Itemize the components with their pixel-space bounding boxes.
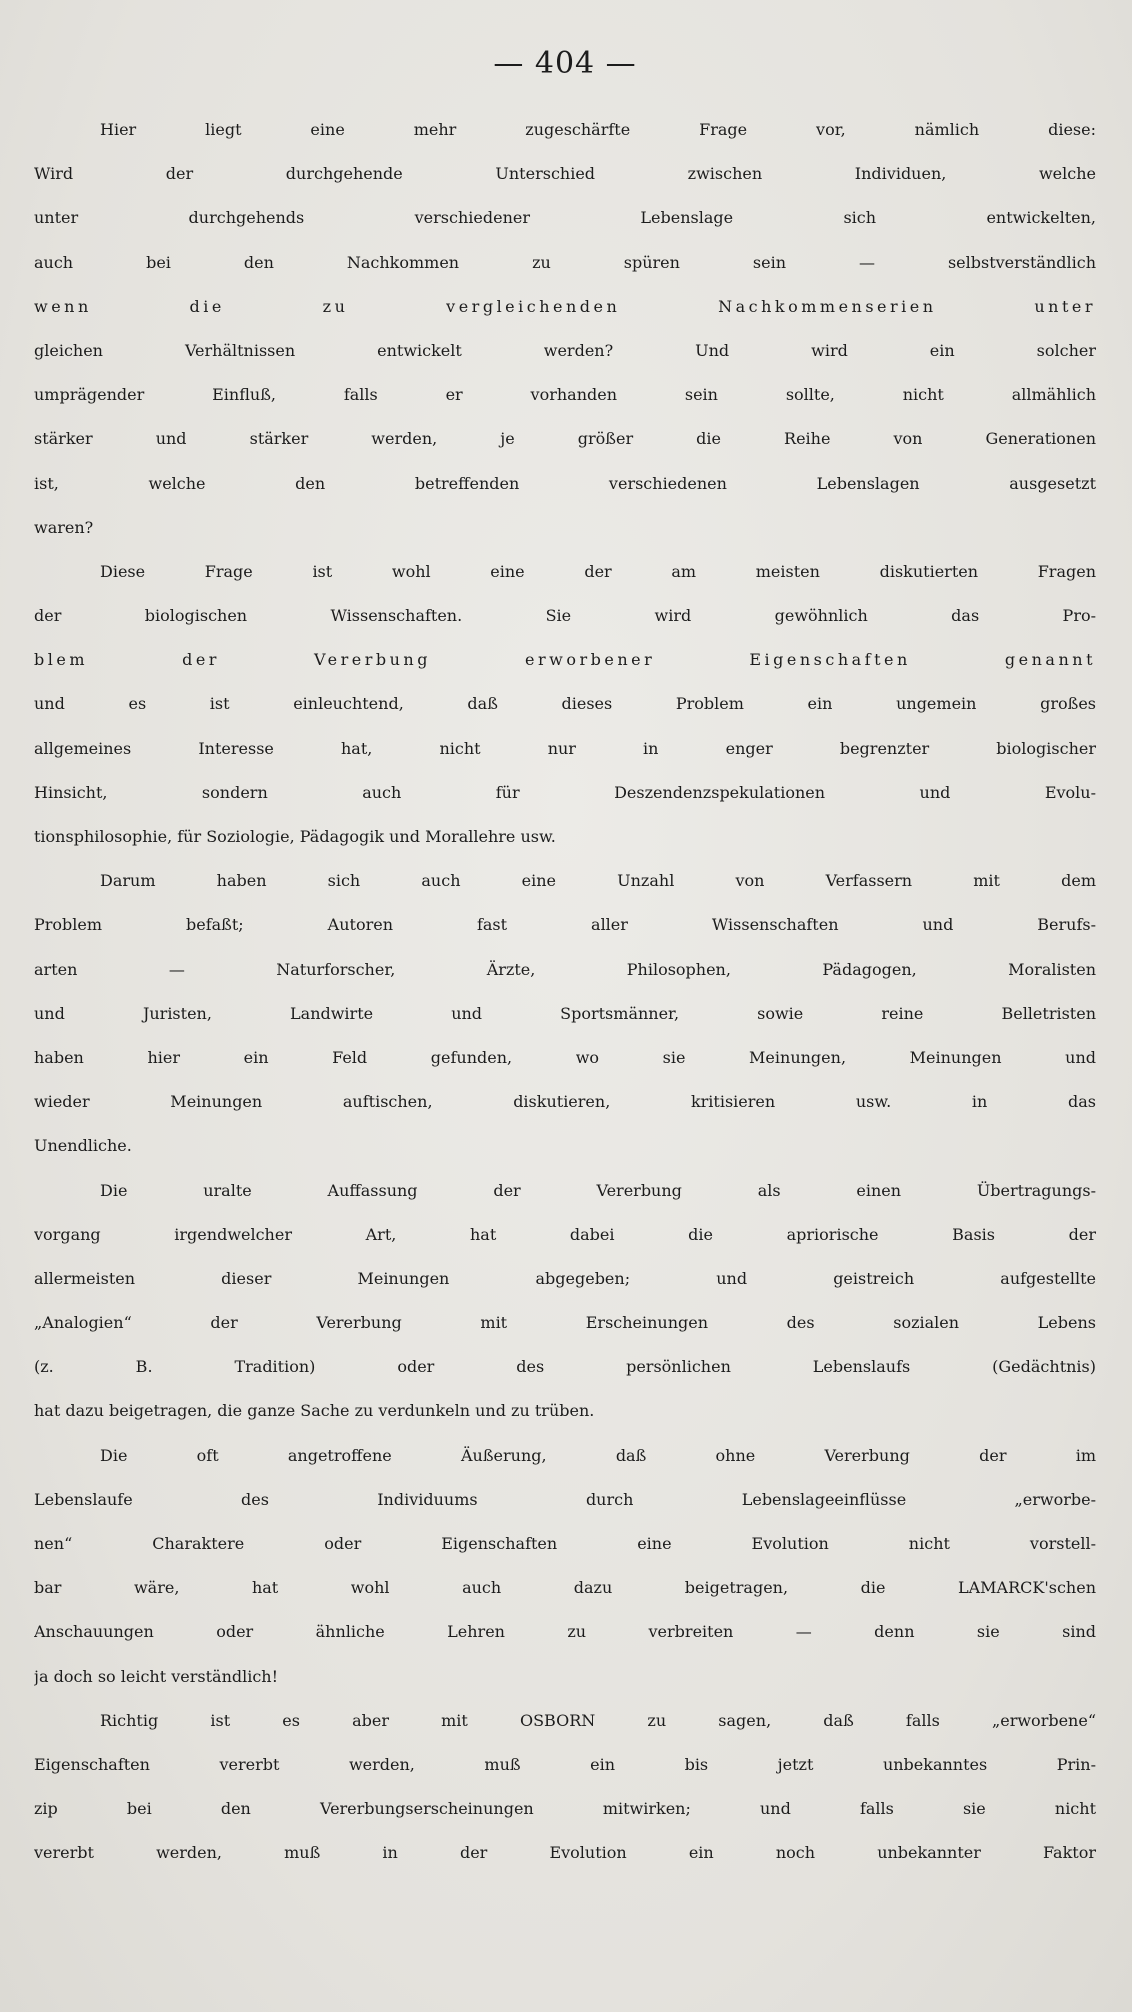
- text-line: Wird der durchgehende Unterschied zwischen Individuen, welche: [34, 164, 1096, 184]
- text-line: nen“ Charaktere oder Eigenschaften eine Evolution nicht vorstell-: [34, 1534, 1096, 1553]
- text-line: umprägender Einfluß, falls er vorhanden sein sollte, nicht allmählich: [34, 385, 1096, 405]
- text-line: allgemeines Interesse hat, nicht nur in enger begrenzter biologischer: [34, 738, 1096, 758]
- paragraph-3: [34, 871, 1096, 1180]
- text-line: auch bei den Nachkommen zu spüren sein — selbstverständlich: [34, 252, 1096, 272]
- text-line: ja doch so leicht verständlich!: [34, 1666, 279, 1686]
- text-line: (z. B. Tradition) oder des persönlichen Lebenslaufs (Gedächtnis): [34, 1357, 1096, 1377]
- text-line: Die uralte Auffassung der Vererbung als einen Übertragungs-: [100, 1180, 1096, 1200]
- paragraph-5: [34, 1446, 1096, 1711]
- text-line: Eigenschaften vererbt werden, muß ein bis jetzt unbekanntes Prin-: [34, 1754, 1096, 1774]
- text-line: Darum haben sich auch eine Unzahl von Verfassern mit dem: [100, 871, 1096, 891]
- paragraph-6: [34, 1711, 1096, 1888]
- paragraph-2: [34, 562, 1096, 871]
- paragraph-1: [34, 120, 1096, 562]
- text-line: Diese Frage ist wohl eine der am meisten diskutierten Fragen: [100, 561, 1096, 581]
- text-line: tionsphilosophie, für Soziologie, Pädagogik und Morallehre usw.: [34, 827, 556, 846]
- text-line: ist, welche den betreffenden verschiedenen Lebenslagen ausgesetzt: [34, 473, 1096, 493]
- text-line: wenn die zu vergleichenden Nachkommenserien unter: [34, 296, 1096, 316]
- text-line: Unendliche.: [34, 1136, 132, 1156]
- text-line: Richtig ist es aber mit OSBORN zu sagen, daß falls „erworbene“: [100, 1710, 1096, 1730]
- text-line: vorgang irgendwelcher Art, hat dabei die apriorische Basis der: [34, 1224, 1096, 1244]
- text-line: zip bei den Vererbungserscheinungen mitwirken; und falls sie nicht: [34, 1799, 1096, 1819]
- text-line: und Juristen, Landwirte und Sportsmänner, sowie reine Belletristen: [34, 1003, 1096, 1023]
- text-line: allermeisten dieser Meinungen abgegeben; und geistreich aufgestellte: [34, 1268, 1096, 1288]
- text-line: „Analogien“ der Vererbung mit Erscheinungen des sozialen Lebens: [34, 1313, 1096, 1333]
- text-line: Anschauungen oder ähnliche Lehren zu verbreiten — denn sie sind: [34, 1622, 1096, 1642]
- text-line: wieder Meinungen auftischen, diskutieren, kritisieren usw. in das: [34, 1092, 1096, 1112]
- page-number: — 404 —: [493, 46, 637, 81]
- text-line: gleichen Verhältnissen entwickelt werden? Und wird ein solcher: [34, 340, 1096, 360]
- body-text: [34, 120, 1096, 1888]
- text-line: stärker und stärker werden, je größer die Reihe von Generationen: [34, 429, 1096, 449]
- text-line: der biologischen Wissenschaften. Sie wird gewöhnlich das Pro-: [34, 606, 1096, 626]
- text-line: hat dazu beigetragen, die ganze Sache zu verdunkeln und zu trüben.: [34, 1401, 595, 1421]
- text-line: unter durchgehends verschiedener Lebenslage sich entwickelten,: [34, 208, 1096, 228]
- text-line: bar wäre, hat wohl auch dazu beigetragen, die LAMARCK'schen: [34, 1578, 1096, 1598]
- text-line: blem der Vererbung erworbener Eigenschaften genannt: [34, 650, 1096, 670]
- text-line: Hinsicht, sondern auch für Deszendenzspekulationen und Evolu-: [34, 782, 1096, 802]
- paragraph-4: [34, 1181, 1096, 1446]
- text-line: haben hier ein Feld gefunden, wo sie Meinungen, Meinungen und: [34, 1047, 1096, 1067]
- text-line: waren?: [34, 517, 94, 537]
- text-line: Die oft angetroffene Äußerung, daß ohne Vererbung der im: [100, 1445, 1096, 1465]
- text-line: Problem befaßt; Autoren fast aller Wissenschaften und Berufs-: [34, 915, 1096, 935]
- text-line: und es ist einleuchtend, daß dieses Problem ein ungemein großes: [34, 694, 1096, 714]
- text-line: arten — Naturforscher, Ärzte, Philosophen, Pädagogen, Moralisten: [34, 959, 1096, 979]
- text-line: Lebenslaufe des Individuums durch Lebenslageeinflüsse „erworbe-: [34, 1489, 1096, 1509]
- text-line: vererbt werden, muß in der Evolution ein noch unbekannter Faktor: [34, 1843, 1096, 1863]
- text-line: Hier liegt eine mehr zugeschärfte Frage vor, nämlich diese:: [100, 120, 1096, 139]
